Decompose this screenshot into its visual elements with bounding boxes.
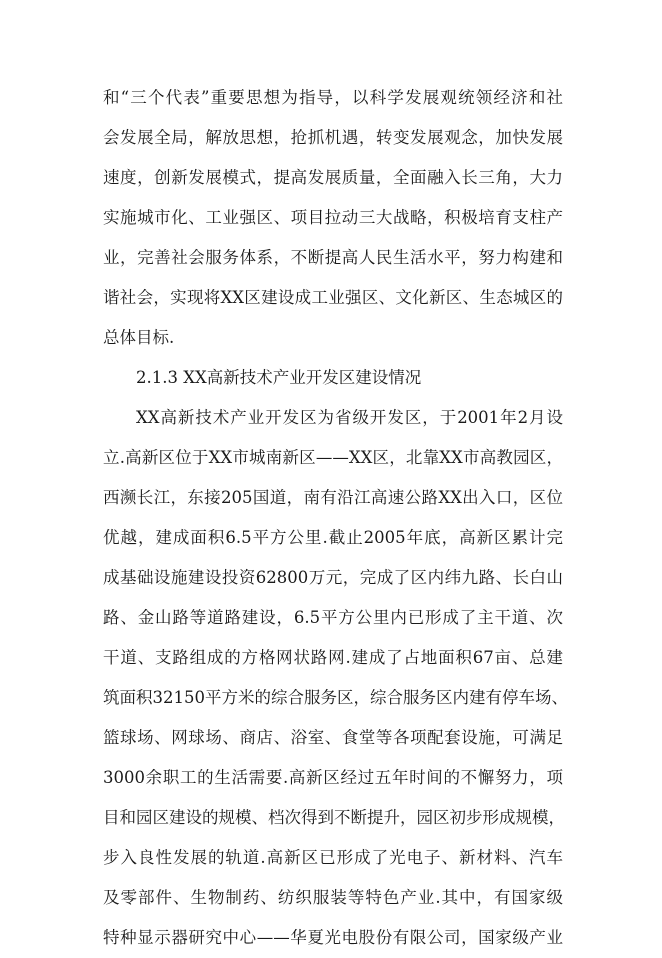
paragraph-line: 西濒长江，东接205国道，南有沿江高速公路XX出入口，区位 [103, 488, 563, 507]
paragraph-line: 业，完善社会服务体系，不断提高人民生活水平，努力构建和 [103, 248, 563, 267]
paragraph-line: 和“三个代表”重要思想为指导，以科学发展观统领经济和社 [103, 88, 563, 107]
paragraph-line: XX高新技术产业开发区为省级开发区，于2001年2月设 [136, 408, 563, 427]
paragraph-line: 优越，建成面积6.5平方公里.截止2005年底，高新区累计完 [103, 528, 563, 547]
paragraph-line: 实施城市化、工业强区、项目拉动三大战略，积极培育支柱产 [103, 208, 563, 227]
paragraph-line: 3000余职工的生活需要.高新区经过五年时间的不懈努力，项 [103, 768, 563, 787]
paragraph-line: 篮球场、网球场、商店、浴室、食堂等各项配套设施，可满足 [103, 728, 563, 747]
paragraph-line: 特种显示器研究中心——华夏光电股份有限公司，国家级产业 [103, 928, 563, 947]
paragraph-line: 筑面积32150平方米的综合服务区，综合服务区内建有停车场、 [103, 688, 568, 707]
paragraph-line: 步入良性发展的轨道.高新区已形成了光电子、新材料、汽车 [103, 848, 563, 867]
section-heading: 2.1.3 XX高新技术产业开发区建设情况 [136, 368, 422, 387]
paragraph-line: 谐社会，实现将XX区建设成工业强区、文化新区、生态城区的 [103, 288, 563, 307]
paragraph-line: 速度，创新发展模式，提高发展质量，全面融入长三角，大力 [103, 168, 563, 187]
paragraph-line: 总体目标. [103, 328, 175, 347]
paragraph-line: 成基础设施建设投资62800万元，完成了区内纬九路、长白山 [103, 568, 563, 587]
paragraph-line: 会发展全局，解放思想，抢抓机遇，转变发展观念，加快发展 [103, 128, 563, 147]
paragraph-line: 及零部件、生物制药、纺织服装等特色产业.其中，有国家级 [103, 888, 563, 907]
paragraph-line: 目和园区建设的规模、档次得到不断提升，园区初步形成规模， [103, 808, 565, 827]
paragraph-line: 干道、支路组成的方格网状路网.建成了占地面积67亩、总建 [103, 648, 563, 667]
paragraph-line: 路、金山路等道路建设，6.5平方公里内已形成了主干道、次 [103, 608, 563, 627]
paragraph-line: 立.高新区位于XX市城南新区——XX区，北靠XX市高教园区， [103, 448, 563, 467]
